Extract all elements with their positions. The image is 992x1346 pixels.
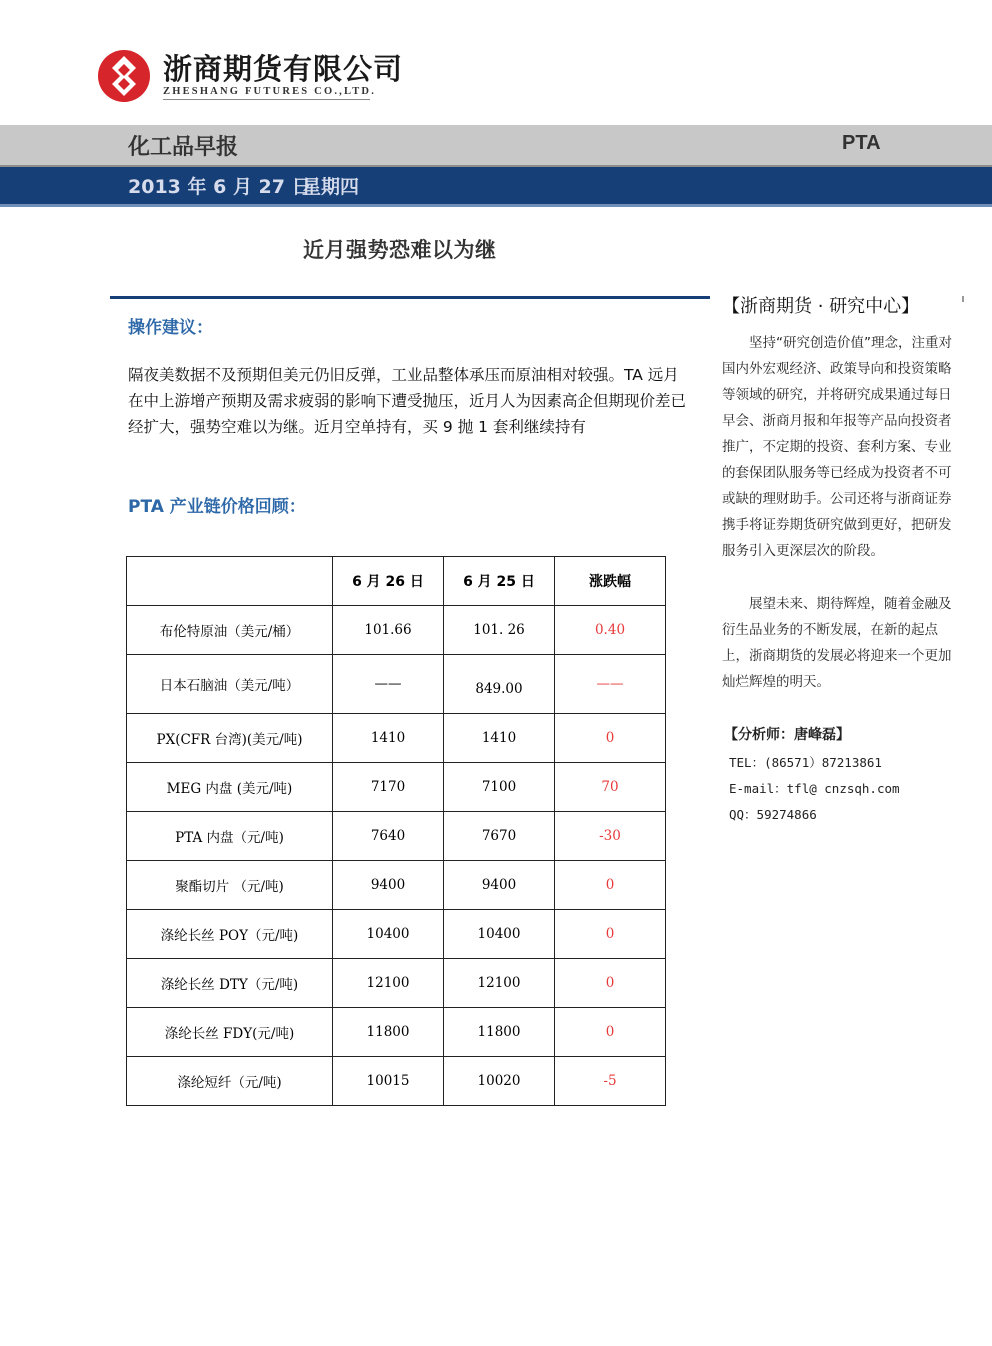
row-jun26-value: 1410 (333, 714, 444, 763)
row-change-value: 0 (555, 714, 666, 763)
row-name: PTA 内盘（元/吨) (127, 812, 333, 861)
row-change-value: 0 (555, 1008, 666, 1057)
row-jun26-value: 10015 (333, 1057, 444, 1106)
report-type: 化工品早报 (128, 135, 239, 160)
report-code: PTA (842, 132, 881, 154)
row-name: 涤纶短纤（元/吨) (127, 1057, 333, 1106)
price-table (126, 556, 666, 1106)
table-row (127, 861, 666, 910)
column-header-change: 涨跌幅 (555, 557, 666, 606)
column-header-jun26: 6 月 26 日 (333, 557, 444, 606)
row-name: 涤纶长丝 POY（元/吨) (127, 910, 333, 959)
row-change-value: 0 (555, 910, 666, 959)
row-jun25-value: 12100 (444, 959, 555, 1008)
table-row (127, 763, 666, 812)
date-band-divider (0, 204, 992, 207)
row-change-value: -30 (555, 812, 666, 861)
logo-divider (163, 99, 370, 100)
row-jun26-value: —— (333, 655, 444, 714)
sidebar-tick-mark (962, 296, 964, 302)
column-header-jun25: 6 月 25 日 (444, 557, 555, 606)
row-change-value: -5 (555, 1057, 666, 1106)
row-jun25-value: 7100 (444, 763, 555, 812)
row-jun26-value: 10400 (333, 910, 444, 959)
row-change-value: —— (555, 655, 666, 714)
row-jun25-value: 7670 (444, 812, 555, 861)
price-review-heading: PTA 产业链价格回顾： (128, 497, 306, 517)
table-row (127, 959, 666, 1008)
table-header-row (127, 557, 666, 606)
row-jun25-value: 11800 (444, 1008, 555, 1057)
table-row (127, 606, 666, 655)
row-jun26-value: 101.66 (333, 606, 444, 655)
row-jun26-value: 12100 (333, 959, 444, 1008)
headline-divider (110, 296, 710, 299)
research-center-outlook: 展望未来、期待辉煌，随着金融及衍生品业务的不断发展，在新的起点上，浙商期货的发展必将迎来一个更加灿烂辉煌的明天。 (722, 596, 952, 690)
company-name-cn: 浙商期货有限公司 (163, 52, 404, 86)
row-jun25-value: 101. 26 (444, 606, 555, 655)
column-header-item (127, 557, 333, 606)
row-jun26-value: 11800 (333, 1008, 444, 1057)
advice-heading: 操作建议： (128, 318, 213, 338)
analyst-email: E-mail：tfl@ cnzsqh.com (729, 781, 900, 796)
research-center-intro: 坚持“研究创造价值”理念，注重对国内外宏观经济、政策导向和投资策略等领域的研究，并将研究成果通过每日早会、浙商月报和年报等产品向投资者推广，不定期的投资、套利方案、专业的套保团队服务等已经成为投资者不可或缺的理财助手。公司还将与浙商证券携手将证券期货研究做到更好，把研发服务引入更深层次的阶段。 (722, 335, 952, 559)
table-row (127, 910, 666, 959)
row-jun26-value: 9400 (333, 861, 444, 910)
row-jun25-value: 10400 (444, 910, 555, 959)
table-row (127, 655, 666, 714)
analyst-name: 【分析师：唐峰磊】 (724, 727, 850, 743)
analyst-phone: TEL：(86571）87213861 (729, 755, 882, 770)
row-name: 涤纶长丝 DTY（元/吨) (127, 959, 333, 1008)
company-logo-icon (96, 48, 152, 104)
report-weekday: 星期四 (302, 176, 360, 198)
table-row (127, 812, 666, 861)
row-change-value: 0.40 (555, 606, 666, 655)
row-jun25-value: 1410 (444, 714, 555, 763)
table-row (127, 1057, 666, 1106)
row-name: 聚酯切片 （元/吨) (127, 861, 333, 910)
report-date: 2013 年 6 月 27 日 (128, 176, 311, 198)
row-change-value: 70 (555, 763, 666, 812)
analyst-qq: QQ：59274866 (729, 807, 817, 822)
row-change-value: 0 (555, 861, 666, 910)
row-jun26-value: 7170 (333, 763, 444, 812)
page-title: 近月强势恐难以为继 (303, 238, 497, 262)
row-name: PX(CFR 台湾)(美元/吨) (127, 714, 333, 763)
row-name: 布伦特原油（美元/桶） (127, 606, 333, 655)
research-center-title: 【浙商期货 · 研究中心】 (722, 296, 920, 317)
row-name: 涤纶长丝 FDY(元/吨) (127, 1008, 333, 1057)
row-jun25-value: 10020 (444, 1057, 555, 1106)
row-change-value: 0 (555, 959, 666, 1008)
advice-body: 隔夜美数据不及预期但美元仍旧反弹，工业品整体承压而原油相对较强。TA 远月在中上游增产预期及需求疲弱的影响下遭受抛压，近月人为因素高企但期现价差已经扩大，强势空难以为继。近月空单持有，买 9 抛 1 套利继续持有 (128, 366, 687, 436)
company-name-en: ZHESHANG FUTURES CO.,LTD. (163, 86, 377, 97)
table-row (127, 1008, 666, 1057)
row-jun25-value: 849.00 (444, 655, 555, 714)
row-jun25-value: 9400 (444, 861, 555, 910)
row-jun26-value: 7640 (333, 812, 444, 861)
row-name: 日本石脑油（美元/吨） (127, 655, 333, 714)
table-row (127, 714, 666, 763)
row-name: MEG 内盘 (美元/吨) (127, 763, 333, 812)
